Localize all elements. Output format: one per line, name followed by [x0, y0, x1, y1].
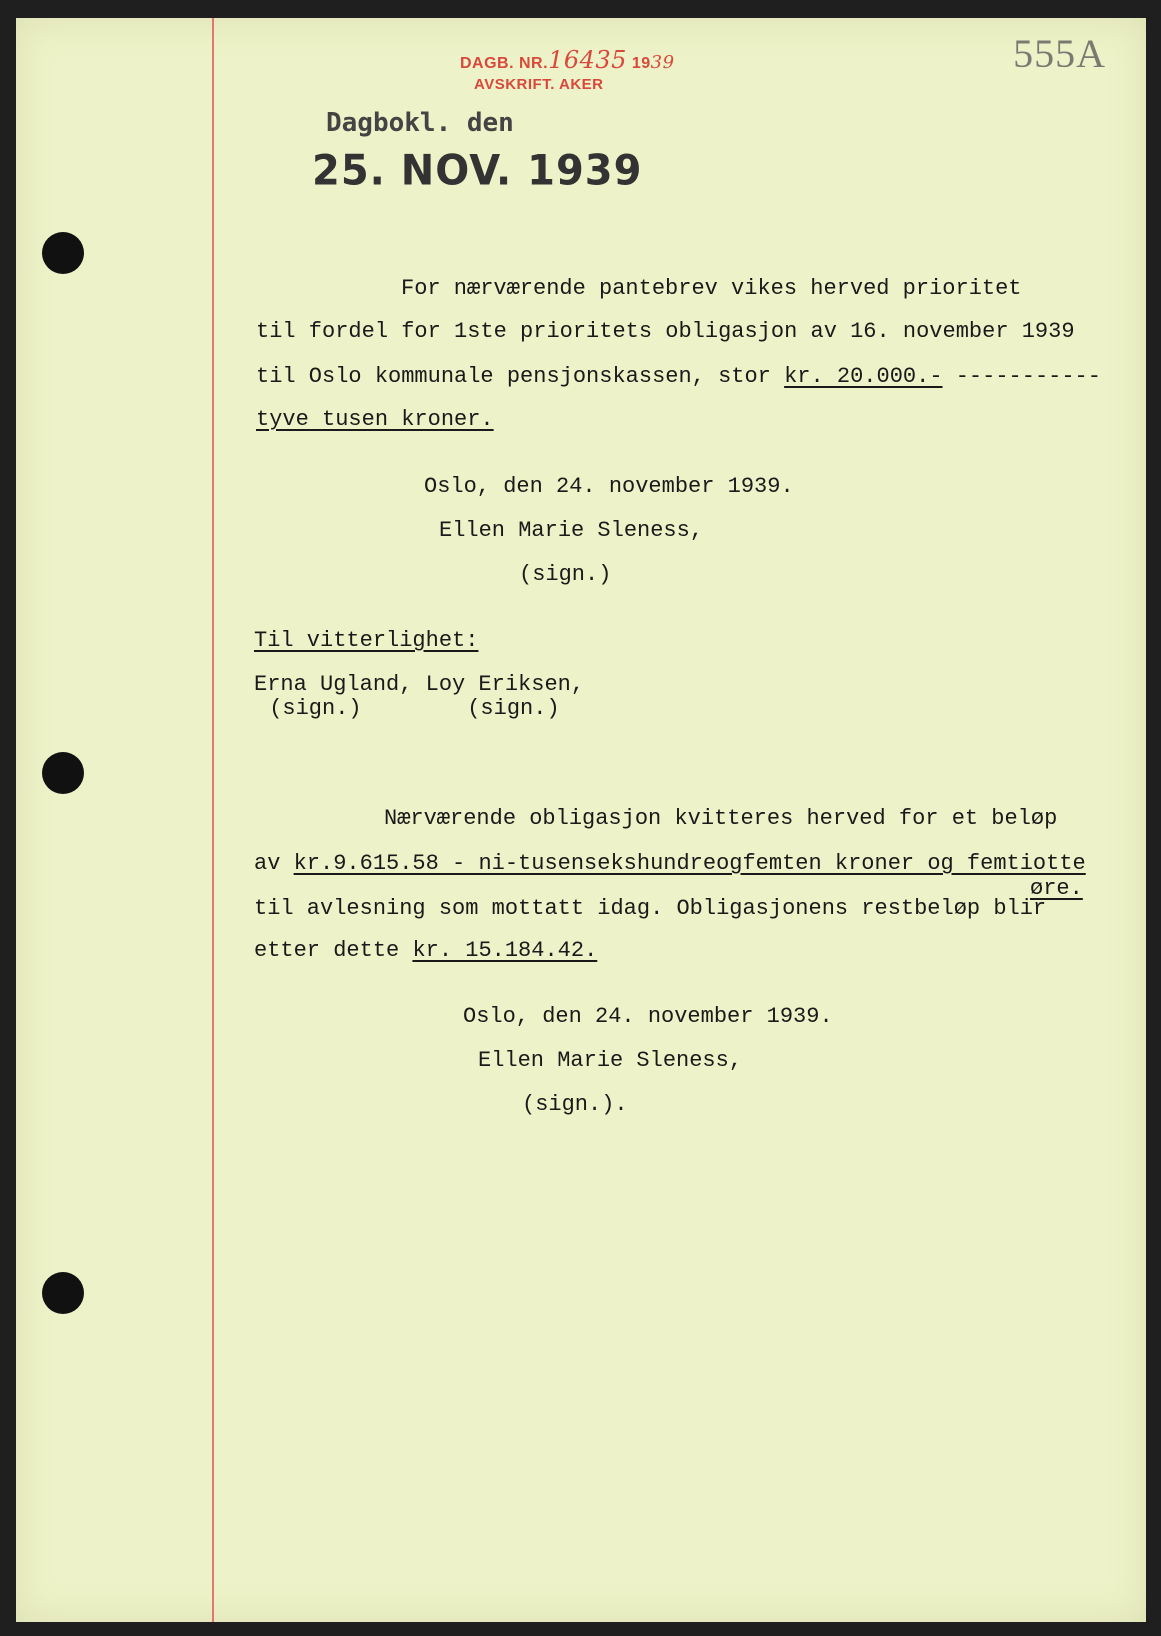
- para2-amount: kr.9.615.58 - ni-tusensekshundreogfemten kroner og femtiotte: [293, 851, 1086, 876]
- para2-line1: Nærværende obligasjon kvitteres herved for et beløp: [384, 806, 1058, 831]
- para1-line3-text: til Oslo kommunale pensjonskassen, stor: [256, 364, 785, 389]
- dagbok-date: 25. NOV. 1939: [312, 146, 643, 196]
- para2-line4: [254, 940, 597, 962]
- dagb-year-prefix: 19: [631, 55, 651, 72]
- para1-line1: For nærværende pantebrev vikes herved prioritet: [401, 276, 1022, 301]
- para1-line3: [256, 366, 1101, 388]
- witness-signs: (sign.) (sign.): [256, 696, 560, 721]
- document-page: [16, 18, 1146, 1622]
- para1-amount: kr. 20.000.-: [784, 364, 943, 389]
- para2-av: av: [254, 851, 294, 876]
- sig2-place-date: Oslo, den 24. november 1939.: [463, 1004, 833, 1029]
- dagbok-label: Dagbokl. den: [326, 108, 514, 138]
- witness-heading: Til vitterlighet:: [254, 628, 479, 653]
- para2-rest-amount: kr. 15.184.42.: [412, 938, 598, 963]
- page-number: 555A: [1013, 31, 1106, 76]
- witness-names: Erna Ugland, Loy Eriksen,: [254, 672, 585, 697]
- sig1-place-date: Oslo, den 24. november 1939.: [424, 474, 794, 499]
- para1-dashes: -----------: [942, 364, 1101, 389]
- sig1-name: Ellen Marie Sleness,: [439, 518, 704, 543]
- para2-ore: øre.: [1030, 876, 1083, 901]
- sig2-name: Ellen Marie Sleness,: [478, 1048, 743, 1073]
- para1-line4: tyve tusen kroner.: [256, 407, 494, 432]
- para2-line3: til avlesning som mottatt idag. Obligasjonens restbeløp blir: [254, 896, 1047, 921]
- dagb-year-suffix: 39: [650, 52, 675, 73]
- dagb-number: 16435: [548, 46, 627, 74]
- punch-hole-top: [42, 232, 84, 274]
- dagb-label: DAGB. NR.: [460, 55, 549, 72]
- sig1-sign: (sign.): [519, 562, 612, 587]
- para1-line2: til fordel for 1ste prioritets obligasjon av 16. november 1939: [256, 319, 1075, 344]
- avskrift-stamp: AVSKRIFT. AKER: [474, 76, 604, 93]
- punch-hole-middle: [42, 752, 84, 794]
- para2-etter: etter dette: [254, 938, 413, 963]
- sig2-sign: (sign.).: [522, 1092, 628, 1117]
- punch-hole-bottom: [42, 1272, 84, 1314]
- margin-line: [212, 18, 214, 1622]
- para2-line2: [254, 853, 1086, 875]
- dagb-stamp: [460, 46, 675, 74]
